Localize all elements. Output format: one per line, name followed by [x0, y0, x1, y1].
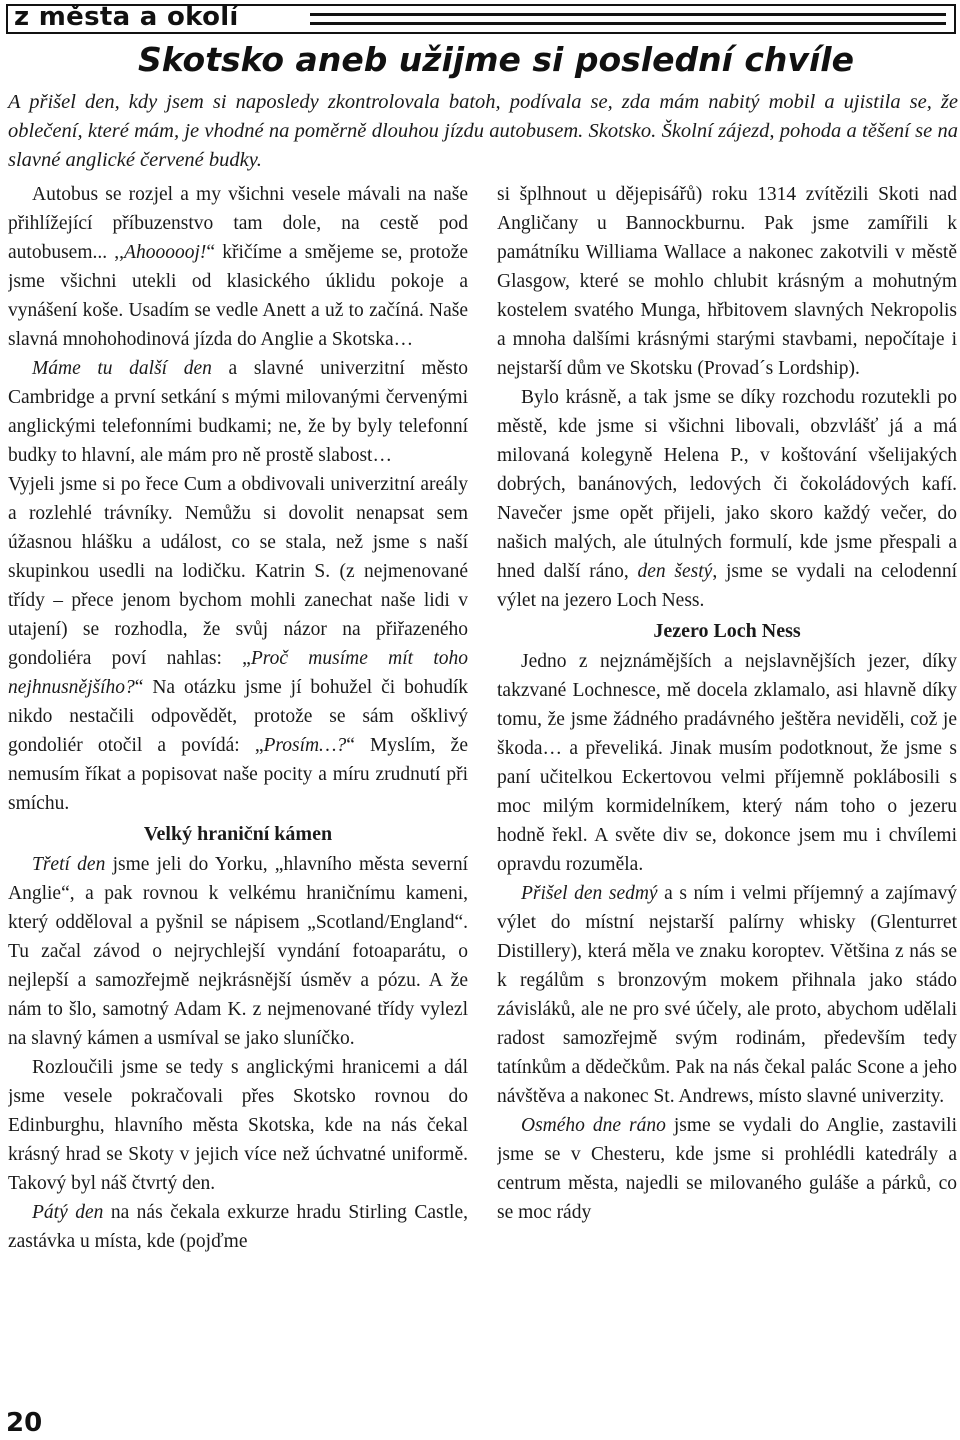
paragraph: Třetí den jsme jeli do Yorku, „hlavního města severní Anglie“, a pak rovnou k velkému hraničnímu kameni, který odděloval a pyšnil se nápisem „Scotland/England“. Tu začal závod o nejrychlejší vyndání fotoaparátu, o nejlepší a samozřejmě nejkrásnější úsměv a pózu. A že nám to šlo, samotný Adam K. z nejmenované třídy vylezl na slavný kámen a usmíval se jako sluníčko.: [8, 854, 468, 1049]
paragraph: Jedno z nejznámějších a nejslavnějších jezer, díky takzvané Lochnesce, mě docela zklamalo, asi hlavně díky tomu, že jsme žádného pradávného ještěra neviděli, což je škoda… a převeliká. Jinak musím podotknout, že jsme s paní učitelkou Eckertovou velmi příjemně poklábosili s moc milým kormidelníkem, který nám toho o jezeru hodně řekl. A světe div se, dokonce jsem mu i chvílemi opravdu rozuměla.: [497, 651, 957, 875]
header-rule: [310, 13, 946, 25]
paragraph: Přišel den sedmý a s ním i velmi příjemný a zajímavý výlet do místní nejstarší palírny whisky (Glenturret Distillery), která měla ve znaku koroptev. Většina z nás se k regálům s bronzovým mokem přihnala jako stádo závisláků, ale ne pro své účely, ale proto, abychom udělali radost samozřejmě svým rodinám, především tedy tatínkům a dědečkům. Pak na nás čekal palác Scone a jeho návštěva a nakonec St. Andrews, místo slavné univerzity.: [497, 883, 957, 1107]
paragraph: Pátý den na nás čekala exkurze hradu Stirling Castle, zastávka u místa, kde (pojďme: [8, 1202, 468, 1252]
paragraph: Rozloučili jsme se tedy s anglickými hranicemi a dál jsme vesele pokračovali přes Skotsko rovnou do Edinburghu, hlavního města Skotska, kde na nás čekal krásný hrad se Skoty v jejich více než úchvatné uniformě. Takový byl náš čtvrtý den.: [8, 1057, 468, 1194]
paragraph: Bylo krásně, a tak jsme se díky rozchodu rozutekli po městě, kde jsme si všichni libovali, obzvlášť já a má milovaná kolegyně Helena P., v koštování všelijakých dobrých, banánových, ledových či čokoládových kafí. Navečer jsme opět přijeli, jako skoro každý večer, do našich malých, ale útulných formulí, kde jsme přespali a hned další ráno, den šestý, jsme se vydali na celodenní výlet na jezero Loch Ness.: [497, 387, 957, 611]
section-header: [6, 4, 956, 34]
section-heading: Velký hraniční kámen: [143, 823, 333, 845]
paragraph: Vyjeli jsme si po řece Cum a obdivovali univerzitní areály a rozlehlé trávníky. Nemůžu si dovolit nenapsat sem úžasnou hlášku a událost, co se stala, než jsme s naší skupinkou usedli na lodičku. Katrin S. (z nejmenované třídy – přece jenom bychom mohli zanechat naše lidi v utajení) se rozhodla, že svůj názor na přiřazeného gondoliéra poví nahlas: „Proč musíme mít toho nejhnusnějšího?“ Na otázku jsme jí bohužel či bohudík nikdo nestačili odpovědět, protože se sám ošklivý gondoliér otočil a povídá: „Prosím…?“ Myslím, že nemusím říkat a popisovat naše pocity a míru zrudnutí při smíchu.: [8, 474, 468, 814]
section-heading: Jezero Loch Ness: [653, 620, 801, 642]
section-label: z města a okolí: [14, 2, 239, 32]
right-column: [497, 180, 957, 1402]
paragraph: si šplhnout u dějepisářů) roku 1314 zvítězili Skoti nad Angličany u Bannockburnu. Pak jsme zamířili k památníku Williama Wallace a nakonec zakotvili v městě Glasgow, které se mohlo chlubit krásným a mohutným kostelem svatého Munga, hřbitovem slavných Nekropolis a mnoha dalšími krásnými starými stavbami, nepočítaje i nejstarší dům ve Skotsku (Provad´s Lordship).: [497, 184, 957, 379]
page-number: 20: [6, 1408, 43, 1438]
paragraph: Máme tu další den a slavné univerzitní město Cambridge a první setkání s mými milovanými červenými anglickými telefonními budkami; ne, že by byly telefonní budky to hlavní, ale mám pro ně prostě slabost…: [8, 358, 468, 466]
paragraph: Autobus se rozjel a my všichni vesele mávali na naše přihlížející příbuzenstvo tam dole, na cestě pod autobusem... ,,Ahoooooj!“ křičíme a smějeme se, protože jsme všichni utekli od klasického úklidu pokoje a vynášení koše. Usadím se vedle Anett a už to začíná. Naše slavná mnohohodinová jízda do Anglie a Skotska…: [8, 184, 468, 350]
paragraph: Osmého dne ráno jsme se vydali do Anglie, zastavili jsme se v Chesteru, kde jsme si prohlédli katedrály a centrum města, najedli se milovaného guláše a párků, co se moc rády: [497, 1115, 957, 1223]
article-lead: A přišel den, kdy jsem si naposledy zkontrolovala batoh, podívala se, zda mám nabitý mobil a ujistila se, že oblečení, které mám, je vhodné na poměrně dlouhou jízdu autobusem. Skotsko. Školní zájezd, pohoda a těšení se na slavné anglické červené budky.: [8, 91, 958, 171]
article-title: Skotsko aneb užijme si poslední chvíle: [138, 40, 854, 79]
left-column: [8, 180, 468, 1402]
